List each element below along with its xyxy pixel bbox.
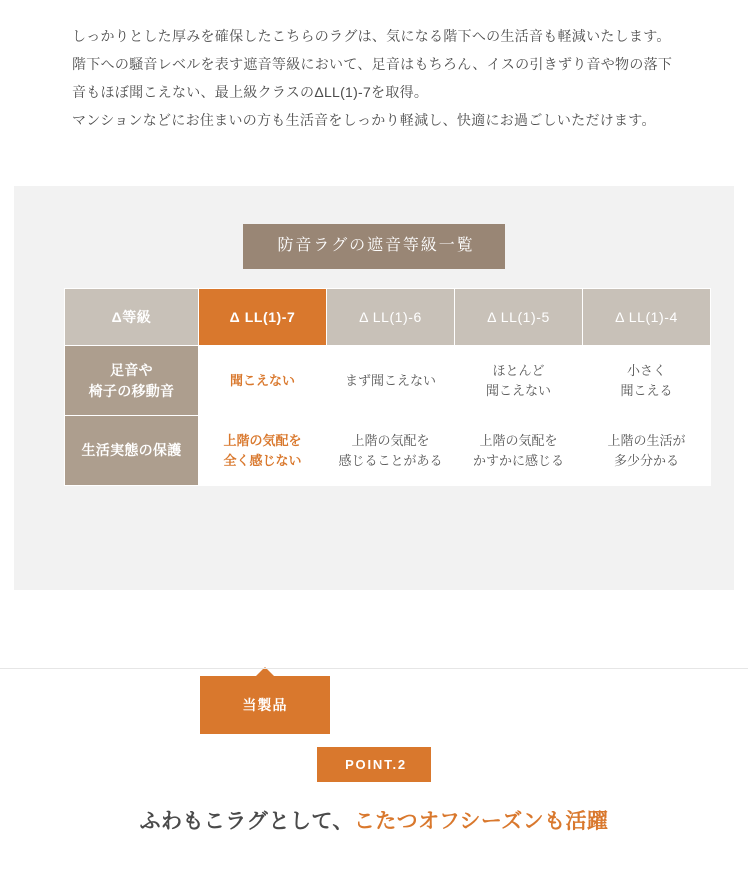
table-header-ll4: Δ LL(1)-4 [583, 289, 711, 346]
section-divider [0, 668, 748, 669]
cell-footsteps-ll5 [455, 346, 583, 416]
cell-privacy-ll5-line2: かすかに感じる [472, 452, 564, 468]
table-header-ll7: Δ LL(1)-7 [199, 289, 327, 346]
intro-line-4: マンションなどにお住まいの方も生活音をしっかり軽減し、快適にお過ごしいただけます。 [72, 112, 656, 128]
table-header-row [65, 289, 711, 346]
section-headline [0, 805, 748, 835]
cell-privacy-ll6 [327, 416, 455, 486]
cell-footsteps-ll4 [583, 346, 711, 416]
cell-privacy-ll6-line1: 上階の気配を [351, 432, 430, 448]
table-header-grade: Δ等級 [65, 289, 199, 346]
soundproof-rating-panel [14, 186, 734, 713]
cell-footsteps-ll5-line2: 聞こえない [485, 382, 551, 398]
intro-line-3: 音もほぼ聞こえない、最上級クラスのΔLL(1)-7を取得。 [72, 84, 429, 100]
cell-footsteps-ll6-line1: まず聞こえない [344, 372, 436, 388]
cell-privacy-ll4-line1: 上階の生活が [607, 432, 686, 448]
table-header-ll6: Δ LL(1)-6 [327, 289, 455, 346]
row-label-footsteps-line2: 椅子の移動音 [88, 382, 175, 399]
cell-privacy-ll4 [583, 416, 711, 486]
intro-paragraph [0, 0, 748, 134]
headline-plain: ふわもこラグとして、 [139, 810, 354, 833]
cell-footsteps-ll5-line1: ほとんど [492, 362, 545, 378]
panel-title-wrap [14, 224, 734, 269]
cell-footsteps-ll4-line1: 小さく [626, 362, 666, 378]
cell-footsteps-ll6 [327, 346, 455, 416]
table-header-ll5: Δ LL(1)-5 [455, 289, 583, 346]
table-row [65, 346, 711, 416]
cell-privacy-ll7-line2: 全く感じない [223, 452, 302, 468]
cell-privacy-ll5 [455, 416, 583, 486]
cell-footsteps-ll7-line1: 聞こえない [229, 372, 295, 388]
cell-footsteps-ll4-line2: 聞こえる [620, 382, 673, 398]
cell-footsteps-ll7 [199, 346, 327, 416]
headline-accent: こたつオフシーズンも活躍 [353, 810, 609, 833]
cell-privacy-ll6-line2: 感じることがある [338, 452, 443, 468]
intro-line-2: 階下への騒音レベルを表す遮音等級において、足音はもちろん、イスの引きずり音や物の落下 [72, 56, 673, 72]
cell-privacy-ll7-line1: 上階の気配を [223, 432, 302, 448]
row-label-footsteps [65, 346, 199, 416]
our-product-marker: 当製品 [200, 676, 330, 734]
panel-title: 防音ラグの遮音等級一覧 [243, 224, 504, 269]
point-badge-wrap [0, 747, 748, 782]
row-label-privacy [65, 416, 199, 486]
cell-privacy-ll7 [199, 416, 327, 486]
intro-line-1: しっかりとした厚みを確保したこちらのラグは、気になる階下への生活音も軽減いたします。 [72, 28, 671, 44]
rating-table [64, 288, 711, 486]
point-badge: POINT.2 [317, 747, 431, 782]
cell-privacy-ll5-line1: 上階の気配を [479, 432, 558, 448]
table-row [65, 416, 711, 486]
row-label-privacy-line1: 生活実態の保護 [81, 442, 182, 458]
row-label-footsteps-line1: 足音や [110, 361, 153, 378]
cell-privacy-ll4-line2: 多少分かる [613, 452, 679, 468]
